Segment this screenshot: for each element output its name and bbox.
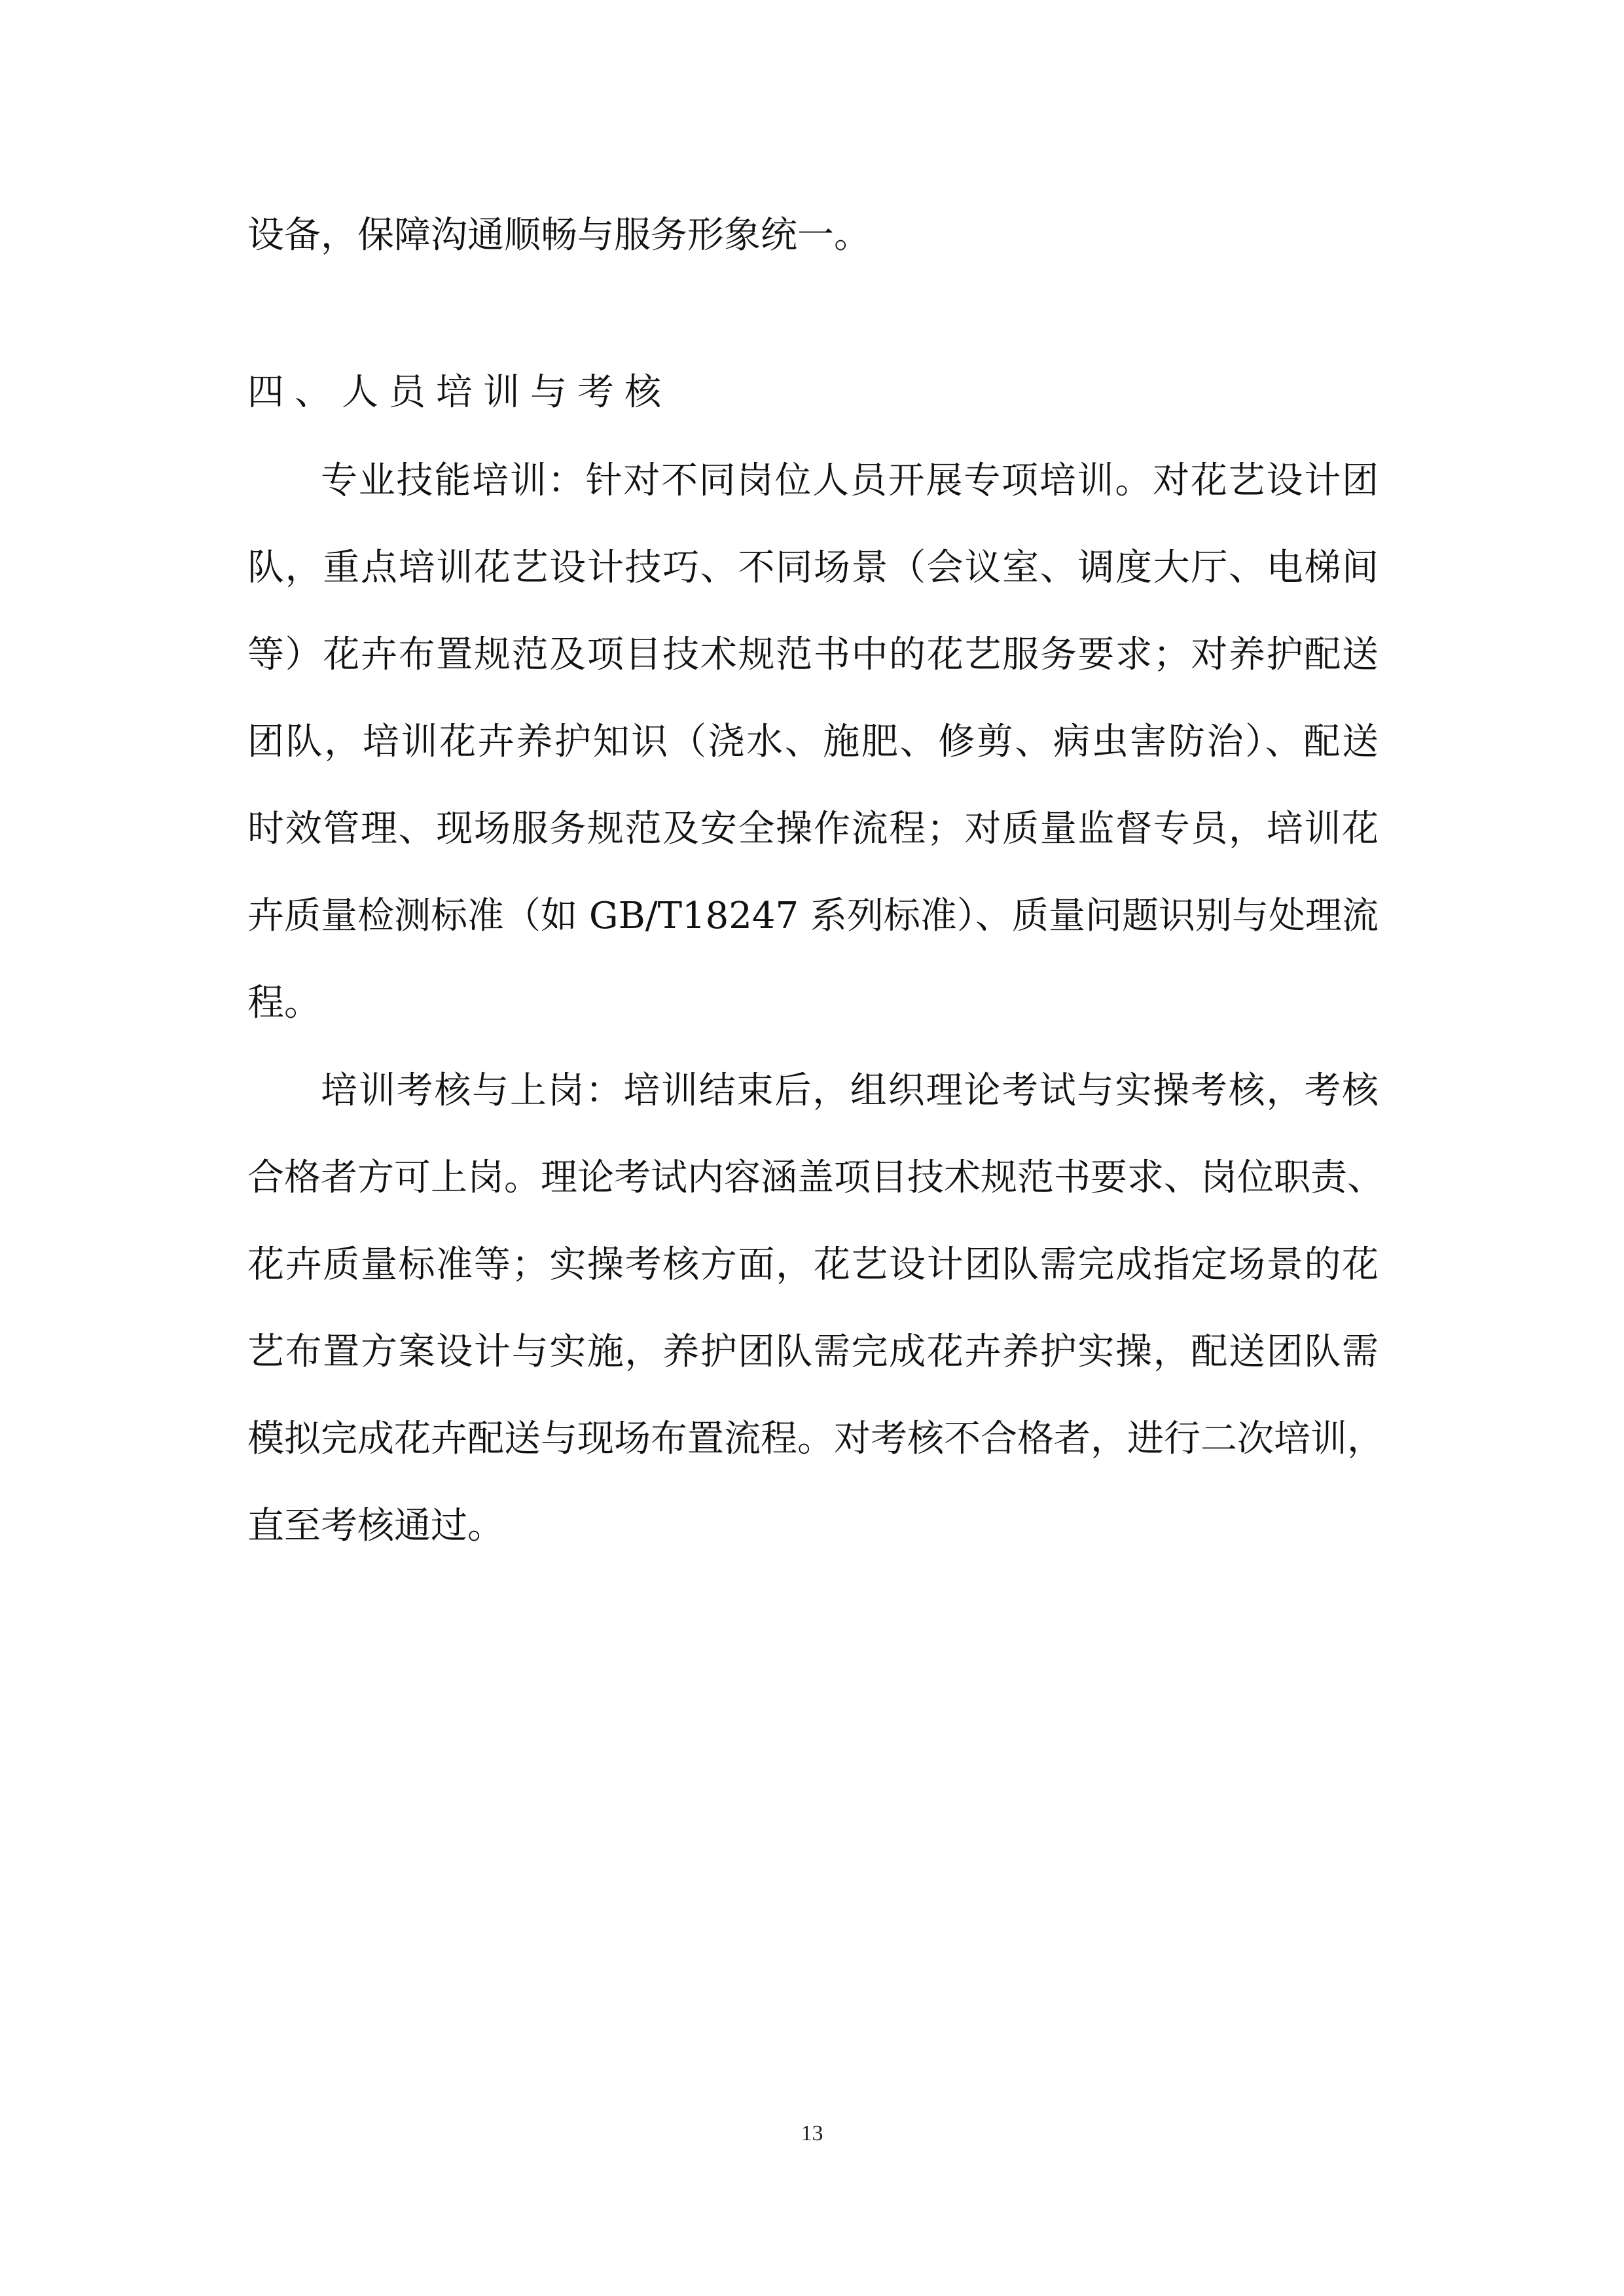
paragraph-line: 卉质量检测标准（如 GB/T18247 系列标准）、质量问题识别与处理流: [247, 895, 1379, 937]
paragraph-line: 直至考核通过。: [247, 1505, 504, 1547]
paragraph-line: 培训考核与上岗：培训结束后，组织理论考试与实操考核，考核: [321, 1069, 1379, 1112]
paragraph-line: 等）花卉布置规范及项目技术规范书中的花艺服务要求；对养护配送: [247, 634, 1379, 676]
paragraph-line: 艺布置方案设计与实施，养护团队需完成花卉养护实操，配送团队需: [247, 1331, 1379, 1373]
continuation-line: 设备，保障沟通顺畅与服务形象统一。: [247, 214, 871, 257]
paragraph-line: 专业技能培训：针对不同岗位人员开展专项培训。对花艺设计团: [321, 459, 1379, 502]
page-number: 13: [801, 2121, 823, 2145]
paragraph-line: 团队，培训花卉养护知识（浇水、施肥、修剪、病虫害防治）、配送: [247, 721, 1379, 763]
paragraph-line: 花卉质量标准等；实操考核方面，花艺设计团队需完成指定场景的花: [247, 1244, 1379, 1286]
paragraph-line: 程。: [247, 982, 321, 1024]
paragraph-line: 队，重点培训花艺设计技巧、不同场景（会议室、调度大厅、电梯间: [247, 547, 1379, 589]
section-heading: 四、人员培训与考核: [247, 371, 672, 414]
paragraph-line: 合格者方可上岗。理论考试内容涵盖项目技术规范书要求、岗位职责、: [247, 1157, 1384, 1199]
paragraph-line: 时效管理、现场服务规范及安全操作流程；对质量监督专员，培训花: [247, 808, 1379, 850]
paragraph-line: 模拟完成花卉配送与现场布置流程。对考核不合格者，进行二次培训，: [247, 1418, 1384, 1460]
